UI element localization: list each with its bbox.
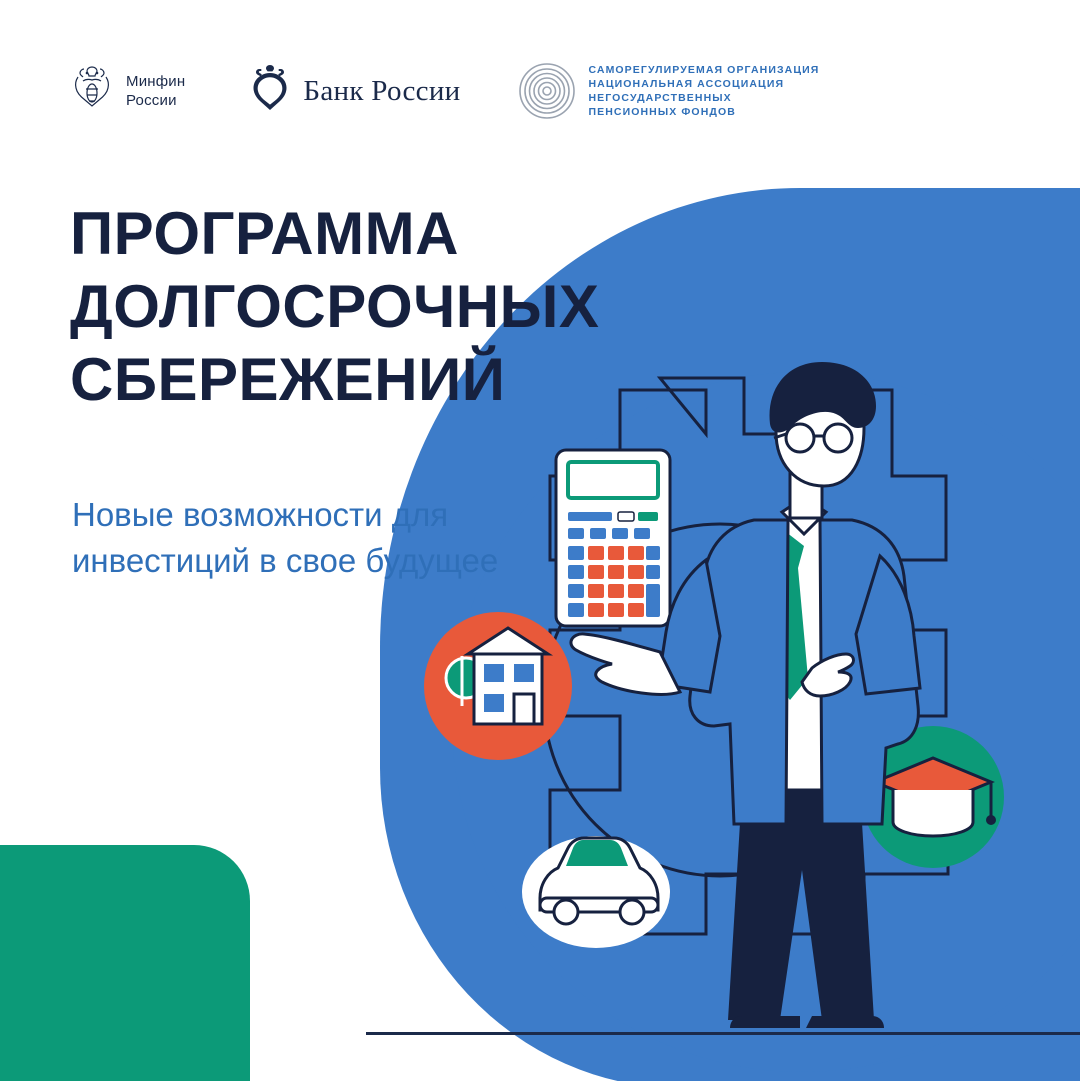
calculator [556, 450, 670, 626]
house-icon [424, 612, 572, 760]
logo-bank-rossii-label: Банк России [303, 74, 461, 107]
logo-napf-label: САМОРЕГУЛИРУЕМАЯ ОРГАНИЗАЦИЯ НАЦИОНАЛЬНАЯ АССОЦИАЦИЯ НЕГОСУДАРСТВЕННЫХ ПЕНСИОННЫХ ФОНДОВ [588, 64, 820, 118]
car-icon [522, 836, 670, 948]
page-title: ПРОГРАММА ДОЛГОСРОЧНЫХ СБЕРЕЖЕНИЙ [70, 200, 600, 413]
page-subtitle: Новые возможности для инвестиций в свое будущее [72, 496, 499, 579]
logo-minfin-label: Минфин России [126, 73, 186, 109]
